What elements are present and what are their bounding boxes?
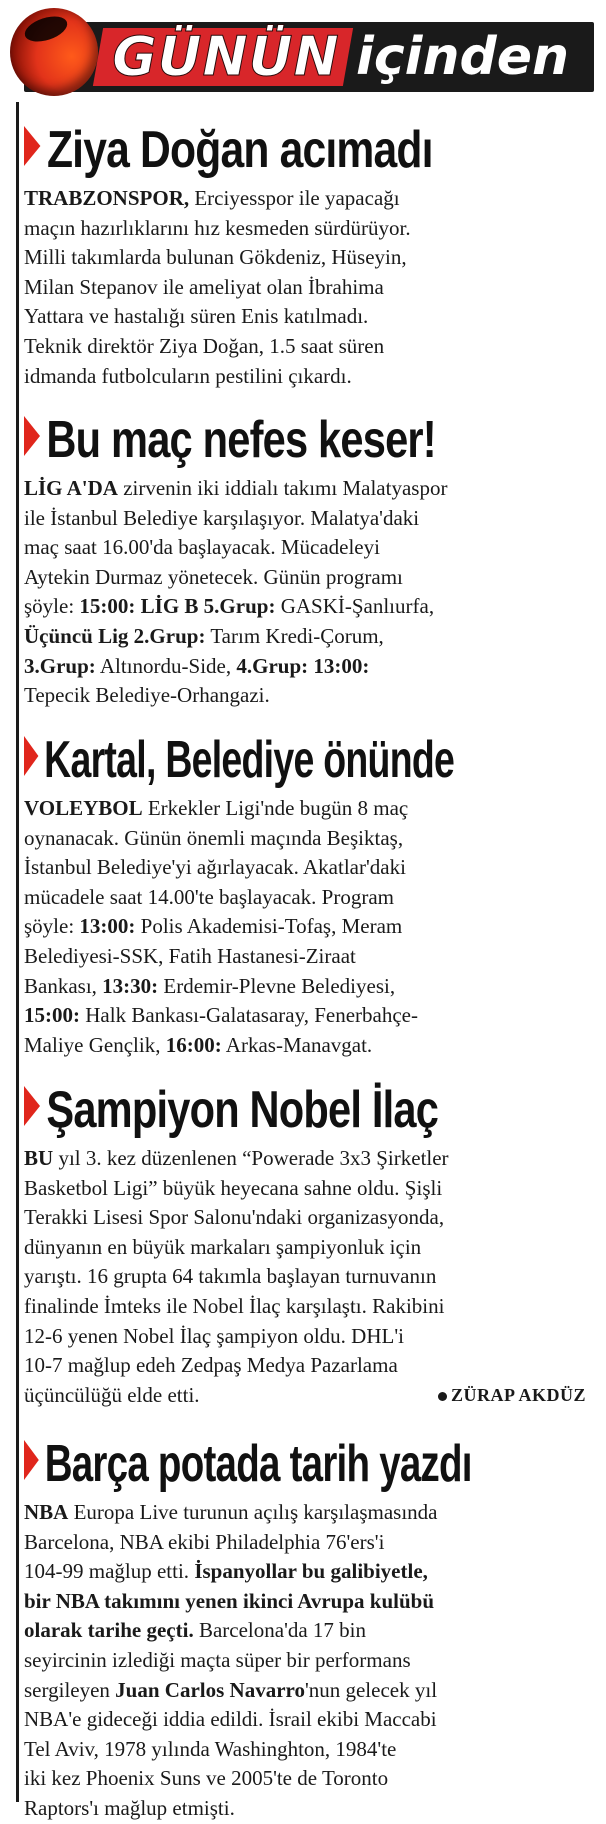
article-body xyxy=(24,794,594,1060)
body-line: NBA'e gideceği iddia edildi. İsrail ekibi Maccabi xyxy=(24,1707,437,1732)
body-line xyxy=(24,1676,594,1706)
article-body xyxy=(24,184,594,391)
body-line: Aytekin Durmaz yönetecek. Günün programı xyxy=(24,564,403,589)
body-line: 12-6 yenen Nobel İlaç şampiyon oldu. DHL'i xyxy=(24,1323,404,1348)
article-body xyxy=(24,1144,594,1410)
headline-text: Barça potada tarih yazdı xyxy=(44,1435,472,1494)
body-line: 10-7 mağlup edeh Zedpaş Medya Pazarlama xyxy=(24,1353,398,1378)
text: 104-99 mağlup etti. xyxy=(24,1559,195,1584)
body-line xyxy=(24,912,594,942)
body-line: Milan Stepanov ile ameliyat olan İbrahima xyxy=(24,274,384,299)
text: üçüncülüğü elde etti. xyxy=(24,1382,200,1407)
headline-text: Bu maç nefes keser! xyxy=(46,411,436,470)
text: yıl 3. kez düzenlenen “Powerade 3x3 Şirketler xyxy=(53,1146,449,1170)
body-line: Belediyesi-SSK, Fatih Hastanesi-Ziraat xyxy=(24,943,356,968)
text: Arkas-Manavgat. xyxy=(221,1032,373,1057)
body-line: idmanda futbolcuların pestilini çıkardı. xyxy=(24,363,352,388)
body-line xyxy=(24,622,594,652)
body-line xyxy=(24,1031,594,1061)
text: Erdemir-Plevne Belediyesi, xyxy=(158,973,396,998)
article-body xyxy=(24,1498,594,1824)
body-line xyxy=(24,1381,594,1411)
body-line: Tepecik Belediye-Orhangazi. xyxy=(24,683,270,708)
bold-text: bir NBA takımını yenen ikinci Avrupa kulübü xyxy=(24,1588,435,1613)
lead-word: BU xyxy=(24,1146,54,1170)
text: Tarım Kredi-Çorum, xyxy=(205,623,384,648)
body-line xyxy=(24,1001,594,1031)
article-bu-mac xyxy=(24,406,594,711)
body-line: seyircinin izlediği maçta süper bir performans xyxy=(24,1647,411,1672)
lead-word: NBA xyxy=(24,1500,69,1524)
red-arrow-icon xyxy=(24,736,38,776)
body-line: Tel Aviv, 1978 yılında Washinghton, 1984'te xyxy=(24,1736,397,1761)
text: sergileyen xyxy=(24,1677,116,1702)
article-ziya-dogan xyxy=(24,116,594,391)
body-line: yarıştı. 16 grupta 64 takımla başlayan turnuvanın xyxy=(24,1264,437,1289)
article-nobel-ilac xyxy=(24,1076,594,1410)
body-line xyxy=(24,972,594,1002)
article-barca xyxy=(24,1430,594,1824)
article-kartal xyxy=(24,726,594,1060)
body-line: ile İstanbul Belediye karşılaşıyor. Malatya'daki xyxy=(24,505,420,530)
headline xyxy=(24,116,491,178)
text: Erkekler Ligi'nde bugün 8 maç xyxy=(142,796,409,820)
body-line xyxy=(24,1557,594,1587)
text: 'nun gelecek yıl xyxy=(304,1677,438,1702)
text: Bankası, xyxy=(24,973,103,998)
headline-text: Kartal, Belediye önünde xyxy=(44,731,455,790)
text: Altınordu-Side, xyxy=(95,653,237,678)
body-line: mücadele saat 14.00'te başlayacak. Program xyxy=(24,884,394,909)
lead-word: VOLEYBOL xyxy=(24,796,143,820)
bold-text: olarak tarihe geçti. xyxy=(24,1618,194,1643)
body-line: Basketbol Ligi” büyük heyecana sahne oldu. Şişli xyxy=(24,1175,443,1200)
bullet-icon xyxy=(438,1392,447,1401)
section-banner xyxy=(10,6,598,102)
text: Polis Akademisi-Tofaş, Meram xyxy=(135,914,403,939)
article-body xyxy=(24,474,594,711)
ball-shadow xyxy=(22,12,71,47)
text: Erciyesspor ile yapacağı xyxy=(189,186,400,210)
body-line xyxy=(24,794,594,824)
body-line xyxy=(24,652,594,682)
body-line: Raptors'ı mağlup etmişti. xyxy=(24,1795,235,1820)
body-line: İstanbul Belediye'yi ağırlayacak. Akatlar'daki xyxy=(24,855,406,880)
body-line: iki kez Phoenix Suns ve 2005'te de Toronto xyxy=(24,1766,389,1791)
body-line: dünyanın en büyük markaları şampiyonluk için xyxy=(24,1234,422,1259)
body-line: finalinde İmteks ile Nobel İlaç karşılaştı. Rakibini xyxy=(24,1293,445,1318)
body-line: Milli takımlarda bulunan Gökdeniz, Hüseyin, xyxy=(24,245,407,270)
bold-text: Juan Carlos Navarro xyxy=(115,1677,305,1702)
text: şöyle: xyxy=(24,594,80,619)
text: Maliye Gençlik, xyxy=(24,1032,166,1057)
banner-title-gunun: GÜNÜN xyxy=(112,25,340,88)
body-line xyxy=(24,592,594,622)
red-arrow-icon xyxy=(24,126,40,166)
body-line: Yattara ve hastalığı süren Enis katılmadı. xyxy=(24,304,369,329)
bold-text: 13:00: xyxy=(79,914,136,939)
body-line: maç saat 16.00'da başlayacak. Mücadeleyi xyxy=(24,535,380,560)
body-line xyxy=(24,474,594,504)
body-line xyxy=(24,184,594,214)
banner-title-icinden: içinden xyxy=(356,27,570,87)
body-line: maçın hazırlıklarını hız kesmeden sürdürüyor. xyxy=(24,215,411,240)
text: şöyle: xyxy=(24,914,80,939)
byline-text: ZÜRAP AKDÜZ xyxy=(450,1384,586,1405)
newspaper-clipping xyxy=(10,6,600,1820)
headline-text: Şampiyon Nobel İlaç xyxy=(46,1081,439,1140)
bold-text: 16:00: xyxy=(165,1032,222,1057)
body-line: Terakki Lisesi Spor Salonu'ndaki organizasyonda, xyxy=(24,1205,445,1230)
bold-text: İspanyollar bu galibiyetle, xyxy=(194,1559,428,1584)
lead-word: TRABZONSPOR, xyxy=(24,186,190,210)
headline xyxy=(24,406,480,468)
byline xyxy=(438,1381,586,1411)
headline-text: Ziya Doğan acımadı xyxy=(46,121,433,180)
bold-text: 15:00: LİG B 5.Grup: xyxy=(79,594,276,619)
lead-word: LİG A'DA xyxy=(24,476,118,500)
bold-text: 15:00: xyxy=(24,1003,80,1028)
body-line: oynanacak. Günün önemli maçında Beşiktaş, xyxy=(24,825,404,850)
text: GASKİ-Şanlıurfa, xyxy=(275,594,435,619)
bold-text: 13:30: xyxy=(102,973,159,998)
bold-text: 3.Grup: xyxy=(24,653,96,678)
text: zirvenin iki iddialı takımı Malatyaspor xyxy=(117,476,448,500)
bold-text: 4.Grup: 13:00: xyxy=(236,653,370,678)
red-arrow-icon xyxy=(24,416,40,456)
body-line: Barcelona, NBA ekibi Philadelphia 76'ers'i xyxy=(24,1529,385,1554)
ball-graphic xyxy=(10,8,98,96)
body-line xyxy=(24,1144,594,1174)
headline xyxy=(24,1076,480,1138)
headline xyxy=(24,1430,472,1494)
body-line xyxy=(24,1616,594,1646)
bold-text: Üçüncü Lig 2.Grup: xyxy=(24,623,206,648)
body-line xyxy=(24,1498,594,1528)
body-line xyxy=(24,1587,594,1617)
headline xyxy=(24,726,455,790)
text: Europa Live turunun açılış karşılaşmasında xyxy=(68,1500,438,1524)
text: Barcelona'da 17 bin xyxy=(193,1618,367,1643)
text: Halk Bankası-Galatasaray, Fenerbahçe- xyxy=(80,1003,418,1028)
body-line: Teknik direktör Ziya Doğan, 1.5 saat süren xyxy=(24,333,385,358)
red-arrow-icon xyxy=(24,1086,40,1126)
red-arrow-icon xyxy=(24,1440,39,1480)
